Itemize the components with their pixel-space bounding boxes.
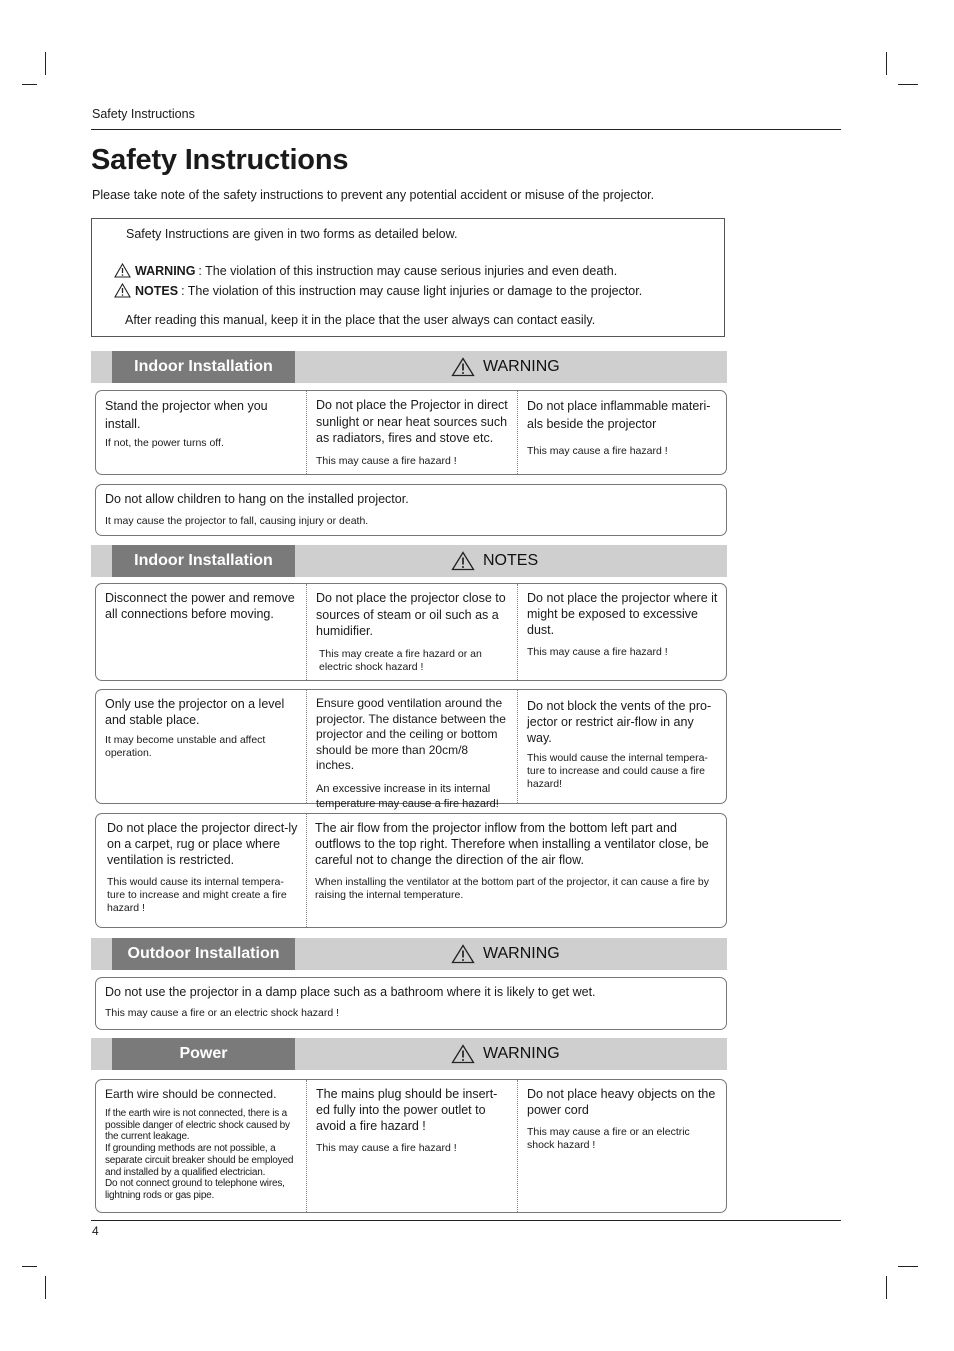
section-label: WARNING	[451, 938, 560, 970]
legend-warning	[114, 263, 617, 278]
instruction-main: The air flow from the projector inflow from the bottom left part and outflows to the top right. Therefore when installing a ventilator close, be careful not to change the direction of the air flow.	[315, 821, 709, 867]
section-bar-indoor-notes	[91, 545, 727, 577]
warning-triangle-icon	[114, 263, 131, 278]
instruction-main: Do not place inflammable materi-als beside the projector	[527, 399, 711, 431]
instruction-cell	[96, 584, 306, 680]
section-label: WARNING	[451, 1038, 560, 1070]
instruction-sub: This may cause a fire hazard !	[316, 1142, 457, 1154]
section-bar-indoor-warning	[91, 351, 727, 383]
warning-label: WARNING	[135, 263, 196, 278]
instruction-cell	[96, 1080, 306, 1212]
instruction-main: The mains plug should be insert-ed fully into the power outlet to avoid a fire hazard !	[316, 1087, 498, 1133]
section-tab: Power	[112, 1038, 295, 1070]
warning-triangle-icon	[451, 551, 475, 571]
instruction-sub: This may cause a fire hazard !	[527, 646, 668, 658]
section-bar-power-warning	[91, 1038, 727, 1070]
instruction-main: Stand the projector when you install.	[105, 399, 268, 431]
instruction-box	[95, 484, 727, 536]
legend-keep-manual: After reading this manual, keep it in the place that the user always can contact easily.	[125, 313, 596, 327]
instruction-cell	[306, 814, 726, 927]
instruction-box	[95, 1079, 727, 1213]
instruction-sub: It may cause the projector to fall, causing injury or death.	[105, 515, 369, 527]
instruction-sub: This may cause a fire hazard !	[316, 454, 457, 467]
warning-triangle-icon	[451, 944, 475, 964]
warning-triangle-icon	[451, 1044, 475, 1064]
instruction-sub: It may become unstable and affect operation.	[105, 734, 266, 759]
instruction-main: Ensure good ventilation around the projector. The distance between the projector and the ceiling or bottom should be more than 20cm/8 inches.	[316, 696, 506, 772]
legend-notes	[114, 283, 642, 298]
instruction-cell	[306, 1080, 517, 1212]
notes-label: NOTES	[135, 283, 179, 298]
instruction-main: Earth wire should be connected.	[105, 1087, 277, 1101]
section-label: WARNING	[451, 351, 560, 383]
warning-triangle-icon	[451, 357, 475, 377]
instruction-sub: This may cause a fire or an electric shock hazard !	[105, 1007, 340, 1019]
warning-text: : The violation of this instruction may cause serious injuries and even death.	[198, 263, 618, 278]
instruction-cell	[306, 391, 517, 474]
crop-mark	[22, 1266, 37, 1267]
instruction-main: Disconnect the power and remove all connections before moving.	[105, 591, 295, 621]
instruction-box	[95, 583, 727, 681]
instruction-main: Only use the projector on a level and stable place.	[105, 697, 285, 727]
instruction-main: Do not place the Projector in direct sunlight or near heat sources such as radiators, fires and stove etc.	[316, 398, 508, 445]
instruction-cell	[517, 391, 726, 474]
crop-mark	[898, 1266, 918, 1267]
instruction-sub: If not, the power turns off.	[105, 437, 224, 449]
legend-intro: Safety Instructions are given in two forms as detailed below.	[126, 227, 458, 241]
instruction-cell	[517, 584, 726, 680]
instruction-main: Do not place heavy objects on the power cord	[527, 1087, 716, 1117]
instruction-sub: This may cause a fire hazard !	[527, 445, 668, 457]
crop-mark	[898, 84, 918, 85]
instruction-main: Do not block the vents of the pro-jector or restrict air-flow in any way.	[527, 699, 712, 745]
running-header: Safety Instructions	[92, 107, 195, 121]
section-label: NOTES	[451, 545, 538, 577]
instruction-cell	[96, 690, 306, 803]
crop-mark	[886, 52, 887, 75]
instruction-cell	[517, 1080, 726, 1212]
instruction-box	[95, 977, 727, 1030]
crop-mark	[45, 52, 46, 75]
instruction-box	[95, 689, 727, 810]
instruction-sub: When installing the ventilator at the bottom part of the projector, it can cause a fire by raising the internal temperature.	[315, 876, 709, 901]
instruction-main: Do not place the projector where it might be exposed to excessive dust.	[527, 591, 718, 637]
page-number: 4	[92, 1224, 99, 1238]
instruction-cell	[96, 485, 726, 535]
instruction-sub: If the earth wire is not connected, there is a possible danger of electric shock caused by the current leakage. If grounding methods are not possible, a separate circuit breaker should be employed and installed by a qualified electrician. Do not connect ground to telephone wires, lightning rods or gas pipe.	[105, 1108, 294, 1201]
legend-box	[91, 218, 725, 337]
section-tab: Outdoor Installation	[112, 938, 295, 970]
instruction-cell	[306, 584, 517, 680]
instruction-main: Do not place the projector direct-ly on a carpet, rug or place where ventilation is restricted.	[107, 821, 298, 867]
instruction-main: Do not use the projector in a damp place such as a bathroom where it is likely to get wet.	[105, 985, 596, 999]
instruction-box	[95, 813, 727, 928]
instruction-cell	[96, 978, 726, 1029]
notes-text: : The violation of this instruction may cause light injuries or damage to the projector.	[181, 283, 643, 298]
crop-mark	[886, 1276, 887, 1299]
warning-triangle-icon	[114, 283, 131, 298]
crop-mark	[22, 84, 37, 85]
instruction-cell	[96, 391, 306, 474]
instruction-sub: This may create a fire hazard or an electric shock hazard !	[319, 647, 482, 673]
instruction-cell	[96, 814, 306, 927]
instruction-cell	[306, 690, 517, 810]
instruction-sub: This would cause its internal tempera-ture to increase and might create a fire hazard !	[107, 876, 287, 914]
intro-text: Please take note of the safety instructions to prevent any potential accident or misuse of the projector.	[92, 188, 655, 202]
section-tab: Indoor Installation	[112, 545, 295, 577]
instruction-main: Do not allow children to hang on the installed projector.	[105, 492, 409, 506]
instruction-sub: This may cause a fire or an electric shock hazard !	[527, 1126, 690, 1151]
instruction-sub: This would cause the internal tempera-ture to increase and could cause a fire hazard!	[527, 752, 708, 790]
footer-rule	[91, 1220, 841, 1221]
header-rule	[91, 129, 841, 130]
instruction-cell	[517, 690, 726, 803]
section-tab: Indoor Installation	[112, 351, 295, 383]
section-bar-outdoor-warning	[91, 938, 727, 970]
instruction-sub: An excessive increase in its internal temperature may cause a fire hazard!	[316, 782, 499, 810]
instruction-main: Do not place the projector close to sources of steam or oil such as a humidifier.	[316, 591, 506, 638]
instruction-box	[95, 390, 727, 475]
crop-mark	[45, 1276, 46, 1299]
page-title: Safety Instructions	[91, 144, 349, 176]
